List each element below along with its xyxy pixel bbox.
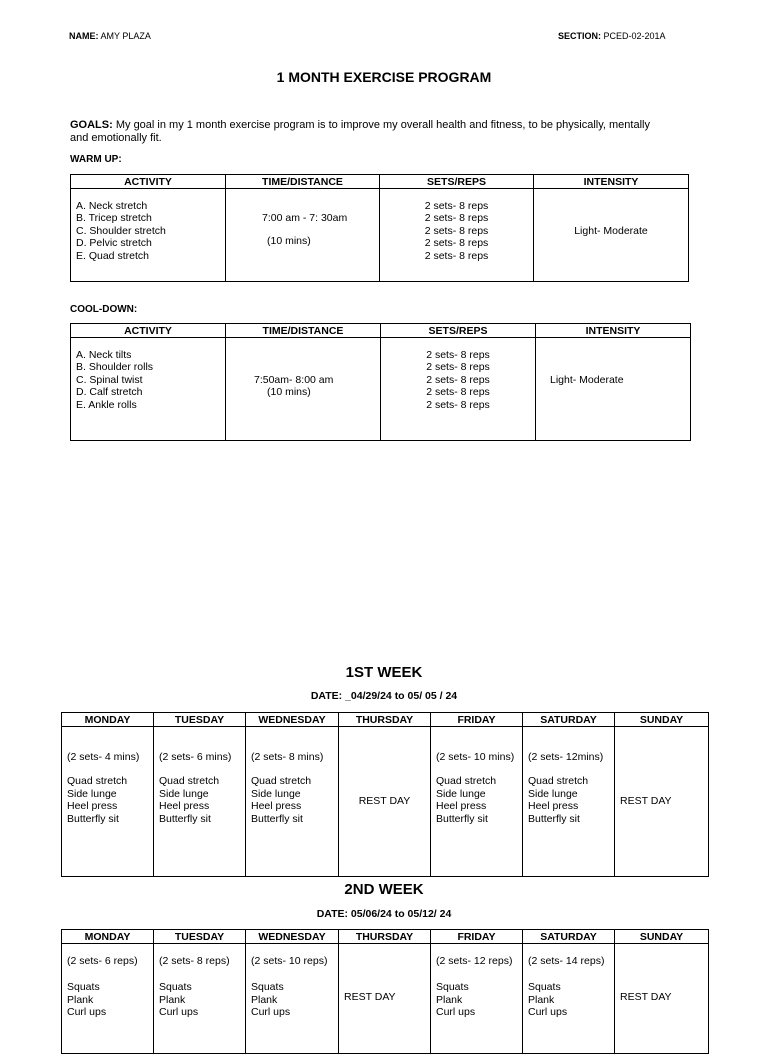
week1-tuesday — [154, 727, 246, 877]
week2-title: 2ND WEEK — [344, 881, 424, 898]
list-item: Side lunge — [159, 787, 209, 800]
sets-note: (2 sets- 10 mins) — [436, 751, 515, 763]
sets-note: (2 sets- 8 reps) — [159, 955, 230, 967]
list-item: Quad stretch — [436, 775, 497, 788]
list-item: Side lunge — [251, 787, 301, 800]
section-value: PCED-02-201A — [603, 31, 666, 41]
col-activity: ACTIVITY — [71, 175, 226, 189]
day-header: WEDNESDAY — [246, 930, 339, 944]
list-item: Heel press — [528, 800, 579, 813]
cool-down-header-row — [71, 324, 691, 338]
time-duration: (10 mins) — [267, 386, 311, 399]
list-item: A. Neck tilts — [76, 349, 132, 361]
sets-note: (2 sets- 6 mins) — [159, 751, 232, 763]
week2-date: DATE: 05/06/24 to 05/12/ 24 — [316, 908, 452, 920]
goals-label: GOALS: — [70, 119, 113, 131]
week1-table — [61, 712, 709, 877]
warm-up-label: WARM UP: — [70, 154, 122, 165]
sets-note: (2 sets- 4 mins) — [67, 751, 140, 763]
week2-sunday: REST DAY — [615, 944, 709, 1054]
list-item: Squats — [436, 981, 469, 994]
list-item: Quad stretch — [159, 775, 220, 788]
list-item: 2 sets- 8 reps — [424, 200, 489, 212]
week1-date: DATE: _04/29/24 to 05/ 05 / 24 — [310, 690, 458, 702]
day-header: THURSDAY — [339, 713, 431, 727]
day-header: SUNDAY — [615, 713, 709, 727]
list-item: 2 sets- 8 reps — [426, 373, 490, 386]
sets-note: (2 sets- 10 reps) — [251, 955, 328, 967]
day-header: MONDAY — [62, 713, 154, 727]
col-intensity: INTENSITY — [534, 175, 689, 189]
list-item: Squats — [251, 981, 284, 994]
list-item: 2 sets- 8 reps — [424, 237, 489, 250]
list-item: Butterfly sit — [159, 812, 211, 825]
cool-down-activities — [71, 338, 226, 441]
list-item: Butterfly sit — [528, 812, 580, 825]
week1-sunday: REST DAY — [615, 727, 709, 877]
day-header: TUESDAY — [154, 930, 246, 944]
list-item: Plank — [159, 993, 186, 1006]
list-item: E. Quad stretch — [76, 249, 149, 262]
list-item: D. Pelvic stretch — [76, 237, 152, 250]
list-item: Curl ups — [436, 1006, 476, 1019]
list-item: 2 sets- 8 reps — [424, 224, 489, 237]
day-header: TUESDAY — [154, 713, 246, 727]
week1-body-row — [62, 727, 709, 877]
cool-down-table — [70, 323, 691, 441]
day-header: THURSDAY — [339, 930, 431, 944]
page-title: 1 MONTH EXERCISE PROGRAM — [276, 69, 492, 85]
list-item: A. Neck stretch — [76, 200, 148, 212]
list-item: Quad stretch — [251, 775, 312, 788]
list-item: E. Ankle rolls — [76, 398, 137, 411]
week1-thursday: REST DAY — [339, 727, 431, 877]
list-item: C. Spinal twist — [76, 373, 143, 386]
time-range: 7:00 am - 7: 30am — [262, 212, 348, 224]
list-item: Squats — [67, 981, 100, 994]
week1-header-row — [62, 713, 709, 727]
cool-down-time — [226, 338, 381, 441]
week2-tuesday — [154, 944, 246, 1054]
list-item: 2 sets- 8 reps — [426, 349, 490, 361]
col-activity: ACTIVITY — [71, 324, 226, 338]
sets-note: (2 sets- 12mins) — [528, 751, 604, 763]
section-field — [558, 31, 666, 41]
sets-note: (2 sets- 14 reps) — [528, 955, 605, 967]
sets-note: (2 sets- 8 mins) — [251, 751, 324, 763]
week1-saturday — [523, 727, 615, 877]
day-header: WEDNESDAY — [246, 713, 339, 727]
list-item: B. Shoulder rolls — [76, 361, 154, 374]
section-label: SECTION: — [558, 31, 602, 41]
list-item: Curl ups — [159, 1006, 199, 1019]
week2-body-row — [62, 944, 709, 1054]
list-item: Heel press — [159, 800, 210, 813]
warm-up-body-row — [71, 189, 689, 282]
list-item: Side lunge — [528, 787, 578, 800]
list-item: 2 sets- 8 reps — [426, 361, 490, 374]
list-item: Side lunge — [436, 787, 486, 800]
list-item: Quad stretch — [67, 775, 128, 788]
list-item: Squats — [159, 981, 192, 994]
week2-header-row — [62, 930, 709, 944]
week1-friday — [431, 727, 523, 877]
week2-monday — [62, 944, 154, 1054]
name-field — [69, 31, 151, 41]
name-value: AMY PLAZA — [100, 31, 151, 41]
day-header: MONDAY — [62, 930, 154, 944]
list-item: Curl ups — [528, 1006, 568, 1019]
week2-table — [61, 929, 709, 1054]
list-item: 2 sets- 8 reps — [426, 398, 490, 411]
list-item: D. Calf stretch — [76, 386, 143, 399]
warm-up-intensity: Light- Moderate — [534, 189, 689, 282]
list-item: Curl ups — [67, 1006, 107, 1019]
list-item: Heel press — [251, 800, 302, 813]
col-sets: SETS/REPS — [380, 175, 534, 189]
warm-up-activities — [71, 189, 226, 282]
list-item: 2 sets- 8 reps — [424, 212, 489, 225]
sets-note: (2 sets- 6 reps) — [67, 955, 138, 967]
cool-down-sets — [381, 338, 536, 441]
week1-monday — [62, 727, 154, 877]
list-item: Butterfly sit — [251, 812, 303, 825]
list-item: 2 sets- 8 reps — [426, 386, 490, 399]
day-header: SATURDAY — [523, 930, 615, 944]
list-item: Butterfly sit — [67, 812, 119, 825]
day-header: FRIDAY — [431, 713, 523, 727]
list-item: B. Tricep stretch — [76, 212, 152, 225]
list-item: Plank — [251, 993, 278, 1006]
day-header: FRIDAY — [431, 930, 523, 944]
cool-down-body-row — [71, 338, 691, 441]
goals — [70, 119, 670, 145]
list-item: Heel press — [67, 800, 118, 813]
day-header: SUNDAY — [615, 930, 709, 944]
list-item: Butterfly sit — [436, 812, 488, 825]
sets-note: (2 sets- 12 reps) — [436, 955, 513, 967]
list-item: Plank — [67, 993, 94, 1006]
list-item: 2 sets- 8 reps — [424, 249, 489, 262]
warm-up-table — [70, 174, 689, 282]
week2-thursday: REST DAY — [339, 944, 431, 1054]
list-item: Side lunge — [67, 787, 117, 800]
week1-wednesday — [246, 727, 339, 877]
goals-text: My goal in my 1 month exercise program is to improve my overall health and fitness, to be physically, mentally and emotionally fit. — [70, 119, 650, 144]
warm-up-sets — [380, 189, 534, 282]
col-time: TIME/DISTANCE — [226, 324, 381, 338]
name-label: NAME: — [69, 31, 99, 41]
col-time: TIME/DISTANCE — [226, 175, 380, 189]
week2-wednesday — [246, 944, 339, 1054]
col-intensity: INTENSITY — [536, 324, 691, 338]
list-item: Quad stretch — [528, 775, 589, 788]
list-item: Curl ups — [251, 1006, 291, 1019]
time-duration: (10 mins) — [267, 235, 311, 248]
week2-saturday — [523, 944, 615, 1054]
list-item: Squats — [528, 981, 561, 994]
week2-friday — [431, 944, 523, 1054]
list-item: Plank — [528, 993, 555, 1006]
col-sets: SETS/REPS — [381, 324, 536, 338]
warm-up-header-row — [71, 175, 689, 189]
time-range: 7:50am- 8:00 am — [254, 374, 334, 386]
list-item: Heel press — [436, 800, 487, 813]
warm-up-time — [226, 189, 380, 282]
list-item: C. Shoulder stretch — [76, 224, 166, 237]
week1-title: 1ST WEEK — [345, 664, 423, 681]
day-header: SATURDAY — [523, 713, 615, 727]
list-item: Plank — [436, 993, 463, 1006]
cool-down-label: COOL-DOWN: — [70, 304, 138, 315]
cool-down-intensity: Light- Moderate — [536, 338, 691, 441]
